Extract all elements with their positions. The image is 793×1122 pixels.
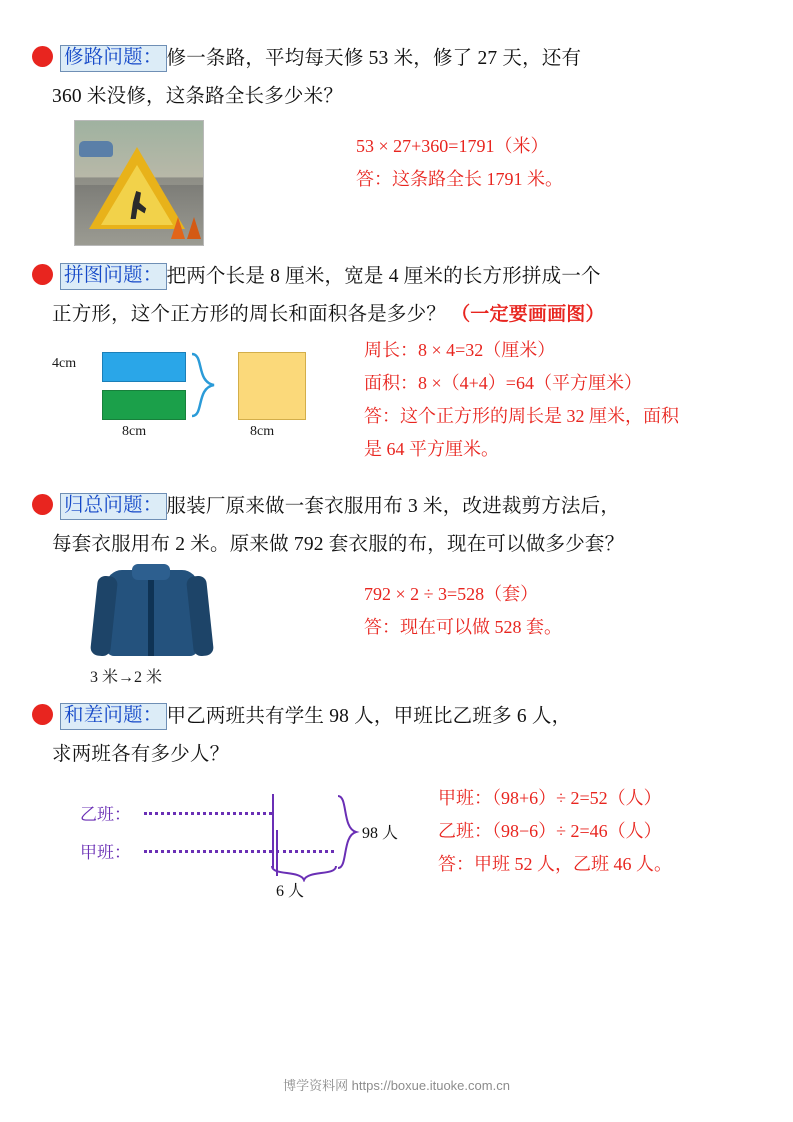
problem-2-question-text-1: 把两个长是 8 厘米，宽是 4 厘米的长方形拼成一个 xyxy=(166,266,601,287)
jacket-sleeve-left xyxy=(90,575,118,657)
problem-section-2 xyxy=(28,258,765,482)
road-construction-sign-photo xyxy=(74,120,204,246)
problem-3-body xyxy=(28,564,765,692)
diagram-total-label: 98 人 xyxy=(362,825,399,842)
diagram-row-label-2: 甲班： xyxy=(80,843,131,862)
problem-4-question-text-1: 甲乙两班共有学生 98 人，甲班比乙班多 6 人， xyxy=(166,706,572,727)
problem-3-tag: 归总问题： xyxy=(60,493,167,520)
problem-4-body xyxy=(28,774,765,904)
problem-3-figure-caption: 3 米→2 米 xyxy=(90,669,163,686)
figure-label-width: 4cm xyxy=(52,356,77,371)
figure-label-length-right: 8cm xyxy=(250,424,275,439)
problem-4-line-1 xyxy=(28,698,765,736)
problem-3-question-text-1: 服装厂原来做一套衣服用布 3 米，改进裁剪方法后， xyxy=(166,496,621,517)
problem-1-answer-line-1: 53 × 27+360=1791（米） xyxy=(356,136,549,156)
problem-4-answer xyxy=(438,782,672,881)
problem-1-body xyxy=(28,116,765,252)
problem-1-tag: 修路问题： xyxy=(60,45,167,72)
problem-section-1 xyxy=(28,40,765,252)
problem-2-question-text-2: 正方形，这个正方形的周长和面积各是多少？ xyxy=(52,304,447,325)
jacket-icon xyxy=(106,570,198,656)
problem-2-line-1 xyxy=(28,258,765,296)
footer-watermark: 博学资料网 https://boxue.ituoke.com.cn xyxy=(283,1078,510,1093)
problem-section-3 xyxy=(28,488,765,692)
problem-3-line-1 xyxy=(28,488,765,526)
problem-1-answer-line-2: 答：这条路全长 1791 米。 xyxy=(356,169,563,189)
problem-1-line-2: 360 米没修，这条路全长多少米？ xyxy=(52,86,344,107)
jacket-collar xyxy=(132,564,170,580)
problem-3-line-2: 每套衣服用布 2 米。原来做 792 套衣服的布，现在可以做多少套？ xyxy=(52,534,625,555)
traffic-cone-icon-1 xyxy=(171,217,185,239)
diagram-dots-row-2a xyxy=(144,850,272,855)
problem-4-answer-line-2: 乙班：（98−6）÷ 2=46（人） xyxy=(438,821,662,841)
problem-4-diagram xyxy=(80,780,410,898)
problem-2-line-2 xyxy=(28,296,765,334)
problem-4-tag: 和差问题： xyxy=(60,703,167,730)
problem-2-body xyxy=(28,334,765,482)
brace-icon xyxy=(190,352,218,418)
diagram-total-brace-icon xyxy=(336,794,360,870)
jacket-photo xyxy=(74,568,234,690)
problem-3-answer-line-2: 答：现在可以做 528 套。 xyxy=(364,617,562,637)
problem-1-question-text-1: 修一条路，平均每天修 53 米，修了 27 天，还有 xyxy=(166,48,582,69)
diagram-dots-row-2b xyxy=(276,850,334,855)
problem-section-4 xyxy=(28,698,765,904)
diagram-diff-label: 6 人 xyxy=(276,883,305,900)
problem-2-answer-line-4: 是 64 平方厘米。 xyxy=(364,439,499,459)
red-bullet-icon xyxy=(32,704,53,725)
yellow-square xyxy=(238,352,306,420)
figure-label-length-left: 8cm xyxy=(122,424,147,439)
problem-2-figure xyxy=(50,342,340,472)
problem-3-answer xyxy=(364,578,562,644)
traffic-cone-icon-2 xyxy=(187,217,201,239)
problem-2-tag: 拼图问题： xyxy=(60,263,167,290)
red-bullet-icon xyxy=(32,46,53,67)
problem-2-note: （一定要画画图） xyxy=(451,304,605,325)
red-bullet-icon xyxy=(32,264,53,285)
problem-4-line-2: 求两班各有多少人？ xyxy=(52,744,230,765)
problem-4-answer-line-3: 答：甲班 52 人，乙班 46 人。 xyxy=(438,854,672,874)
green-rectangle xyxy=(102,390,186,420)
diagram-row-label-1: 乙班： xyxy=(80,805,131,824)
problem-3-answer-line-1: 792 × 2 ÷ 3=528（套） xyxy=(364,584,539,604)
problem-2-answer xyxy=(364,334,679,466)
jacket-sleeve-right xyxy=(186,575,214,657)
blue-rectangle xyxy=(102,352,186,382)
diagram-divider-line xyxy=(272,794,274,868)
problem-4-answer-line-1: 甲班：（98+6）÷ 2=52（人） xyxy=(438,788,662,808)
problem-2-answer-line-1: 周长：8 × 4=32（厘米） xyxy=(364,340,556,360)
diagram-dots-row-1 xyxy=(144,812,272,817)
red-bullet-icon xyxy=(32,494,53,515)
problem-2-answer-line-2: 面积：8 ×（4+4）=64（平方厘米） xyxy=(364,373,642,393)
problem-1-line-1 xyxy=(28,40,765,78)
problem-1-answer xyxy=(356,130,563,196)
problem-2-answer-line-3: 答：这个正方形的周长是 32 厘米，面积 xyxy=(364,406,679,426)
